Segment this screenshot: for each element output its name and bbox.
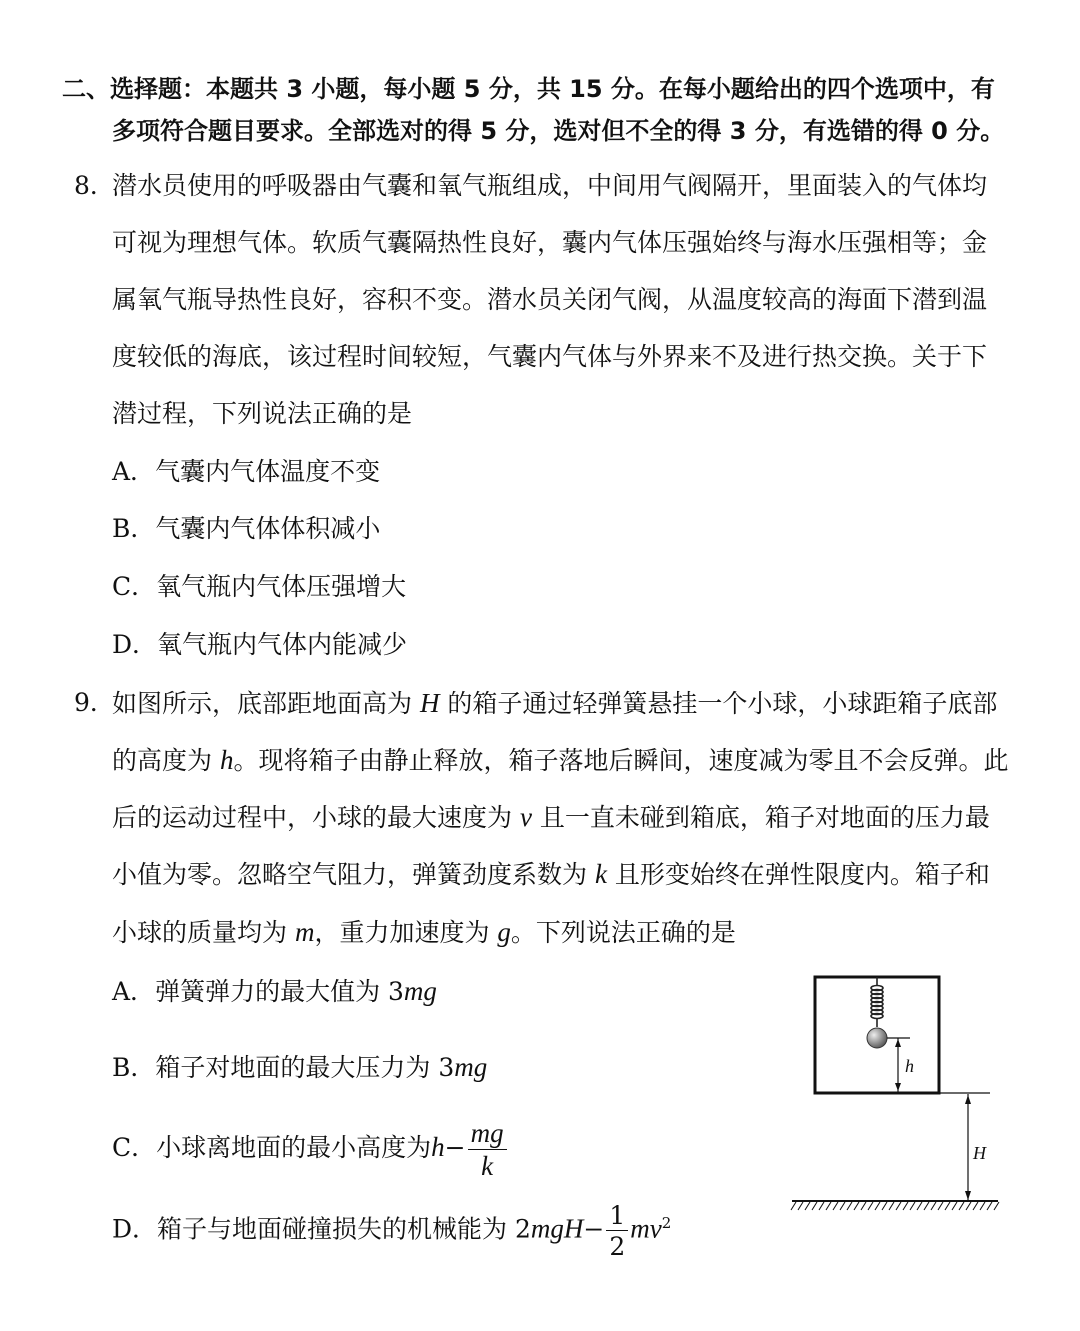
arrowhead — [895, 1083, 901, 1091]
question-text-line — [112, 745, 1008, 776]
math-expression: mg — [403, 976, 437, 1006]
text-run: 且一直未碰到箱底，箱子对地面的压力最 — [531, 803, 990, 832]
text-run: 如图所示，底部距地面高为 — [112, 689, 420, 718]
option-c[interactable] — [112, 1112, 509, 1183]
text-run: 后的运动过程中，小球的最大速度为 — [112, 803, 520, 832]
option-letter: D． — [112, 630, 158, 659]
question-text-line: 潜过程，下列说法正确的是 — [112, 399, 413, 428]
math-variable: k — [594, 859, 607, 889]
question-text-line: 属氧气瓶导热性良好，容积不变。潜水员关闭气阀，从温度较高的海面下潜到温 — [112, 285, 988, 314]
question-text-line — [112, 917, 736, 948]
option-letter: C． — [112, 572, 157, 601]
math-variable: h — [219, 745, 234, 775]
question-text-line: 潜水员使用的呼吸器由气囊和氧气瓶组成，中间用气阀隔开，里面装入的气体均 — [112, 171, 988, 200]
math-minus: − — [583, 1214, 605, 1244]
section-heading-line-2: 多项符合题目要求。全部选对的得 5 分，选对但不全的得 3 分，有选错的得 0 分。 — [112, 117, 1005, 145]
math-expression: mg — [454, 1052, 488, 1082]
text-run: ，重力加速度为 — [314, 918, 498, 947]
option-d[interactable] — [112, 1188, 671, 1264]
text-run: 小值为零。忽略空气阻力，弹簧劲度系数为 — [112, 860, 595, 889]
H-label: H — [973, 1143, 986, 1163]
fraction — [606, 1200, 628, 1261]
option-letter: C． — [112, 1133, 157, 1162]
math-coefficient: 2 — [515, 1214, 531, 1244]
option-text: 气囊内气体体积减小 — [155, 514, 381, 543]
spring — [871, 977, 883, 1027]
text-run: 且形变始终在弹性限度内。箱子和 — [606, 860, 990, 889]
ball — [867, 1028, 887, 1048]
option-d[interactable] — [112, 630, 407, 660]
math-variable: v — [519, 802, 532, 832]
arrowhead — [965, 1191, 971, 1200]
option-text: 小球离地面的最小高度为 — [156, 1133, 432, 1162]
option-letter: B． — [112, 1053, 156, 1082]
text-run: 的高度为 — [112, 746, 220, 775]
option-letter: B． — [112, 514, 156, 543]
section-heading-line-1: 二、选择题：本题共 3 小题，每小题 5 分，共 15 分。在每小题给出的四个选项中，有 — [62, 75, 995, 103]
question-text-line: 可视为理想气体。软质气囊隔热性良好，囊内气体压强始终与海水压强相等；金 — [112, 228, 988, 257]
text-run: 小球的质量均为 — [112, 918, 295, 947]
option-letter: A． — [112, 457, 156, 486]
question-text-line — [112, 802, 990, 833]
math-variable: g — [497, 917, 511, 947]
option-text: 气囊内气体温度不变 — [155, 457, 381, 486]
math-variable: m — [294, 917, 315, 947]
option-b[interactable] — [112, 1052, 487, 1083]
question-number: 9． — [74, 688, 115, 717]
option-a[interactable] — [112, 457, 380, 487]
fraction-numerator: mg — [468, 1120, 507, 1150]
text-run: 的箱子通过轻弹簧悬挂一个小球，小球距箱子底部 — [439, 689, 998, 718]
fraction-denominator: 2 — [609, 1231, 626, 1261]
fraction-numerator: 1 — [606, 1203, 628, 1231]
option-c[interactable] — [112, 572, 406, 602]
fraction-denominator: k — [481, 1150, 494, 1181]
option-a[interactable] — [112, 976, 437, 1007]
spring-box-diagram — [780, 965, 1010, 1215]
option-text: 箱子与地面碰撞损失的机械能为 — [157, 1214, 515, 1244]
question-text-line: 度较低的海底，该过程时间较短，气囊内气体与外界来不及进行热交换。关于下 — [112, 342, 988, 371]
option-text: 弹簧弹力的最大值为 — [155, 977, 389, 1006]
question-text-line — [112, 688, 997, 719]
math-expression: mgH — [530, 1213, 584, 1244]
arrowhead — [895, 1039, 901, 1047]
superscript: 2 — [661, 1214, 672, 1232]
option-text: 氧气瓶内气体内能减少 — [157, 630, 408, 659]
option-letter: D． — [112, 1214, 158, 1244]
fraction — [468, 1117, 507, 1181]
h-label: h — [905, 1056, 914, 1076]
text-run: 。下列说法正确的是 — [510, 918, 736, 947]
math-variable: h — [431, 1132, 445, 1162]
option-letter: A． — [112, 977, 156, 1006]
option-text: 氧气瓶内气体压强增大 — [156, 572, 407, 601]
text-run: 。现将箱子由静止释放，箱子落地后瞬间，速度减为零且不会反弹。此 — [233, 746, 1009, 775]
math-minus: − — [444, 1133, 466, 1162]
option-text: 箱子对地面的最大压力为 — [155, 1053, 439, 1082]
question-text-line — [112, 859, 990, 890]
question-number: 8． — [74, 171, 115, 200]
math-variable: H — [419, 688, 440, 718]
option-b[interactable] — [112, 514, 380, 544]
math-coefficient: 3 — [438, 1053, 455, 1082]
ground-hatching — [791, 1202, 999, 1210]
arrowhead — [965, 1095, 971, 1104]
math-expression: mv — [630, 1213, 662, 1244]
math-coefficient: 3 — [388, 977, 404, 1006]
